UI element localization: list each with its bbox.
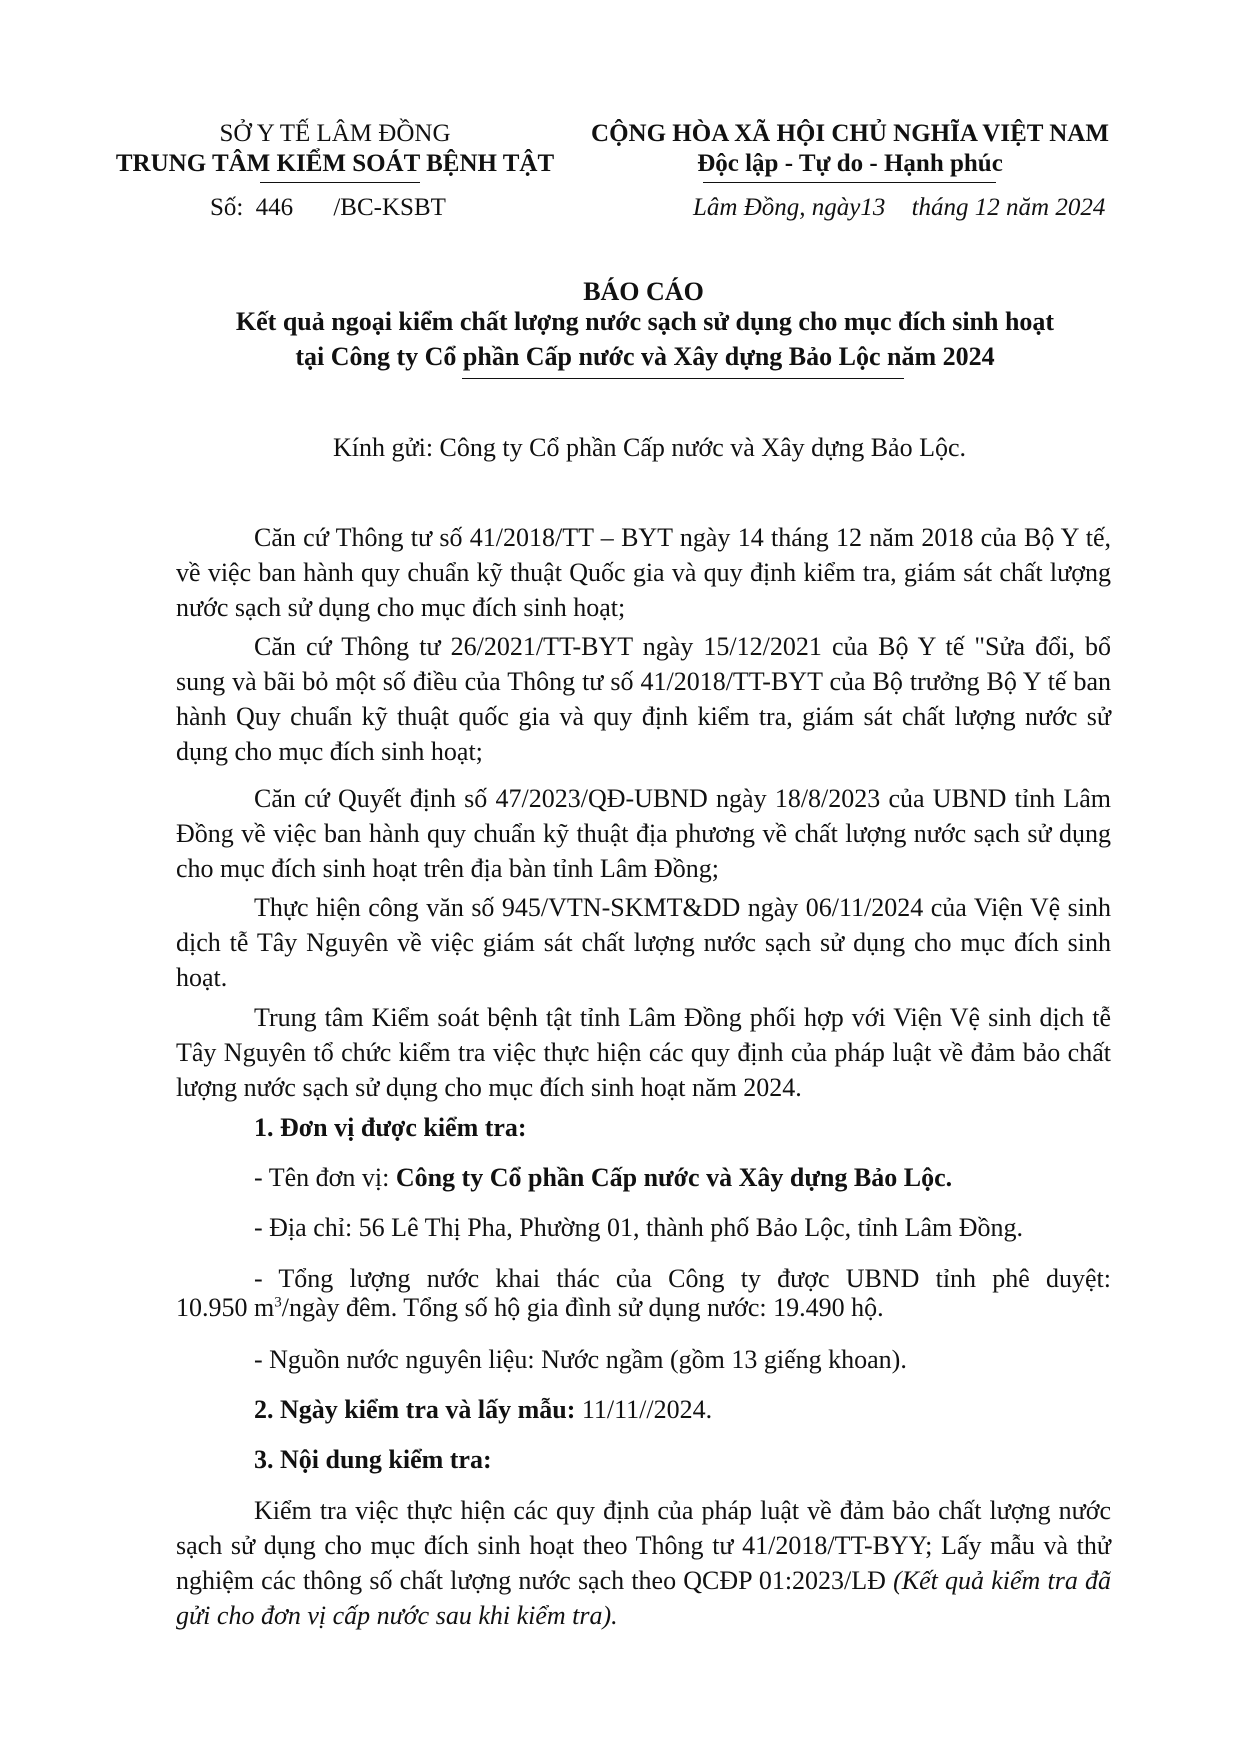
section3-heading: 3. Nội dung kiểm tra: (254, 1445, 492, 1474)
title-underline (462, 378, 904, 379)
water-volume: - Tổng lượng nước khai thác của Công ty được UBND tỉnh phê duyệt: (254, 1264, 1111, 1293)
paragraph-legal-basis-3: Căn cứ Quyết định số 47/2023/QĐ-UBND ngày 18/8/2023 của UBND tỉnh Lâm Đồng về việc ban hành quy chuẩn kỹ thuật địa phương về chất lượng nước sạch sử dụng cho mục đích sinh hoạt trên địa bàn tỉnh Lâm Đồng; (176, 784, 1111, 883)
document-number (210, 194, 446, 222)
recipient: Kính gửi: Công ty Cổ phần Cấp nước và Xây dựng Bảo Lộc. (333, 433, 967, 462)
date-rest: tháng 12 năm 2024 (911, 194, 1106, 221)
motto-underline (703, 182, 996, 183)
water-volume-detail (176, 1293, 884, 1323)
volume-rest: /ngày đêm. Tổng số hộ gia đình sử dụng nước: 19.490 hộ. (281, 1293, 884, 1322)
paragraph-legal-basis-1: Căn cứ Thông tư số 41/2018/TT – BYT ngày 14 tháng 12 năm 2018 của Bộ Y tế, về việc ban hành quy chuẩn kỹ thuật Quốc gia và quy định kiểm tra, giám sát chất lượng nước sạch sử dụng cho mục đích sinh hoạt; (176, 523, 1111, 622)
unit-name-value: Công ty Cổ phần Cấp nước và Xây dựng Bảo Lộc. (395, 1163, 953, 1192)
section3-body-text: Kiểm tra việc thực hiện các quy định của pháp luật về đảm bảo chất lượng nước sạch sử dụng cho mục đích sinh hoạt theo Thông tư 41/2018/TT-BYY; Lấy mẫu và thử nghiệm các thông số chất lượng nước sạch theo QCĐP 01:2023/LĐ (176, 1496, 1111, 1595)
report-title: BÁO CÁO (583, 277, 704, 306)
section3-body-note: (Kết quả kiểm tra đã gửi cho đơn vị cấp nước sau khi kiểm tra). (176, 1566, 1112, 1630)
section1-heading: 1. Đơn vị được kiểm tra: (254, 1113, 527, 1142)
doc-number-value: 446 (255, 194, 294, 221)
unit-address: - Địa chỉ: 56 Lê Thị Pha, Phường 01, thành phố Bảo Lộc, tỉnh Lâm Đồng. (254, 1213, 1023, 1242)
unit-name-label: - Tên đơn vị: (254, 1163, 396, 1192)
inspection-date: 11/11//2024. (575, 1395, 713, 1424)
paragraph-coordination: Trung tâm Kiểm soát bệnh tật tỉnh Lâm Đồng phối hợp với Viện Vệ sinh dịch tễ Tây Nguyên tổ chức kiểm tra việc thực hiện các quy định của pháp luật về đảm bảo chất lượng nước sạch sử dụng cho mục đích sinh hoạt năm 2024. (176, 1003, 1111, 1102)
report-subtitle-line1: Kết quả ngoại kiểm chất lượng nước sạch sử dụng cho mục đích sinh hoạt (235, 307, 1055, 336)
agency-name: TRUNG TÂM KIỂM SOÁT BỆNH TẬT (115, 150, 555, 177)
paragraph-legal-basis-2: Căn cứ Thông tư 26/2021/TT-BYT ngày 15/12/2021 của Bộ Y tế "Sửa đổi, bổ sung và bãi bỏ một số điều của Thông tư số 41/2018/TT-BYT của Bộ trưởng Bộ Y tế ban hành Quy chuẩn kỹ thuật quốc gia và quy định kiểm tra, giám sát chất lượng nước sử dụng cho mục đích sinh hoạt; (176, 632, 1111, 766)
date-day: 13 (860, 194, 886, 221)
water-source: - Nguồn nước nguyên liệu: Nước ngầm (gồm 13 giếng khoan). (254, 1345, 907, 1374)
volume-unit-exponent: 3 (274, 1294, 282, 1311)
agency-parent: SỞ Y TẾ LÂM ĐỒNG (219, 120, 451, 147)
doc-number-prefix: Số: (210, 194, 244, 221)
national-motto: Độc lập - Tự do - Hạnh phúc (697, 150, 1003, 177)
section2-heading: 2. Ngày kiểm tra và lấy mẫu: (254, 1395, 576, 1424)
volume-value: 10.950 m (176, 1293, 275, 1322)
paragraph-implementation: Thực hiện công văn số 945/VTN-SKMT&DD ngày 06/11/2024 của Viện Vệ sinh dịch tễ Tây Nguyên về việc giám sát chất lượng nước sạch sử dụng cho mục đích sinh hoạt. (176, 893, 1111, 992)
document-date (693, 194, 1105, 222)
doc-number-suffix: /BC-KSBT (333, 194, 446, 221)
section3-body (176, 1493, 1111, 1633)
report-subtitle-line2: tại Công ty Cổ phần Cấp nước và Xây dựng Bảo Lộc năm 2024 (295, 342, 995, 371)
date-prefix: Lâm Đồng, ngày (693, 194, 861, 221)
section2 (254, 1395, 712, 1425)
agency-underline (260, 182, 420, 183)
unit-name (254, 1163, 952, 1193)
national-title: CỘNG HÒA XÃ HỘI CHỦ NGHĨA VIỆT NAM (591, 120, 1109, 147)
